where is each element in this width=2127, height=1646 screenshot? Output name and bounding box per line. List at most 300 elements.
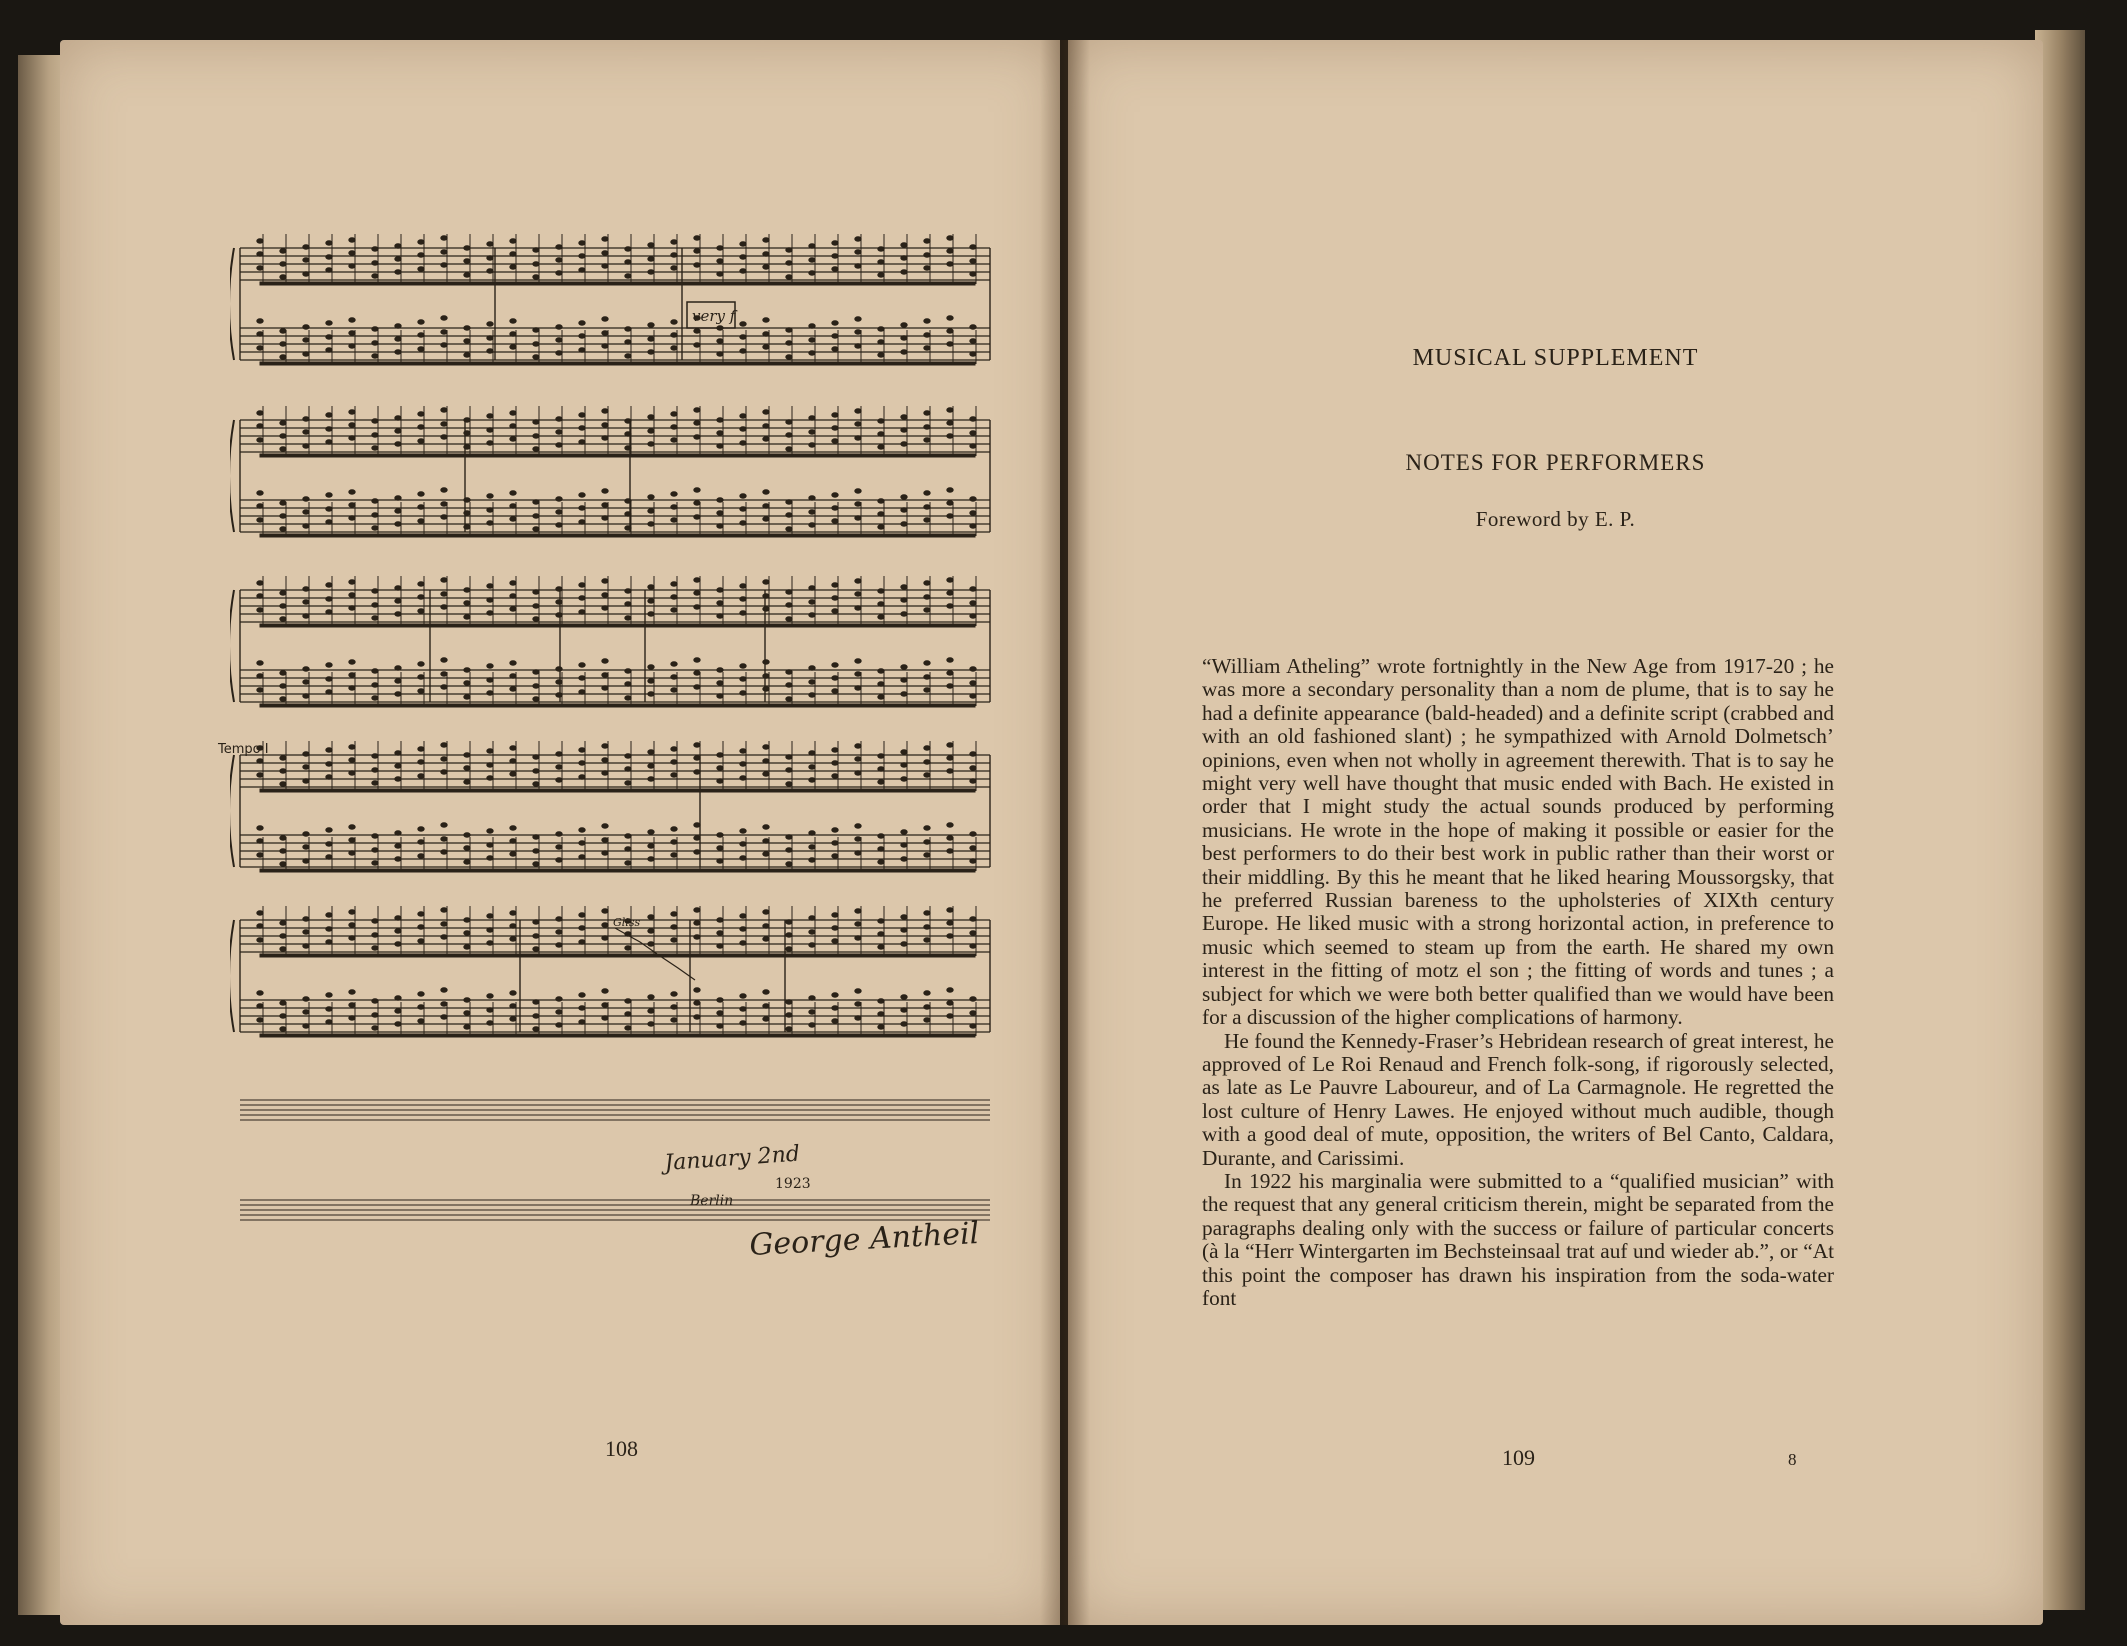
note-head: [257, 759, 263, 763]
note-head: [694, 249, 700, 253]
note-head: [878, 945, 884, 949]
note-head: [970, 587, 976, 591]
note-head: [257, 319, 263, 323]
note-beam: [260, 789, 975, 792]
note-head: [533, 755, 539, 759]
note-head: [441, 757, 447, 761]
note-head: [947, 591, 953, 595]
note-head: [556, 245, 562, 249]
note-head: [280, 434, 286, 438]
note-head: [924, 595, 930, 599]
note-head: [418, 505, 424, 509]
system-brace: [230, 920, 234, 1032]
note-head: [418, 492, 424, 496]
note-head: [556, 523, 562, 527]
note-head: [487, 611, 493, 615]
note-head: [441, 236, 447, 240]
note-head: [280, 421, 286, 425]
note-head: [487, 322, 493, 326]
note-head: [556, 845, 562, 849]
note-head: [717, 259, 723, 263]
note-head: [809, 351, 815, 355]
note-head: [855, 936, 861, 940]
note-head: [556, 325, 562, 329]
note-head: [901, 928, 907, 932]
note-head: [878, 919, 884, 923]
note-head: [740, 691, 746, 695]
note-head: [901, 777, 907, 781]
note-head: [855, 237, 861, 241]
note-head: [579, 334, 585, 338]
note-head: [694, 658, 700, 662]
note-head: [832, 493, 838, 497]
note-head: [970, 832, 976, 836]
note-head: [510, 504, 516, 508]
note-head: [418, 1005, 424, 1009]
note-head: [671, 320, 677, 324]
note-head: [648, 1009, 654, 1013]
note-head: [280, 604, 286, 608]
note-head: [878, 860, 884, 864]
note-head: [832, 241, 838, 245]
note-head: [878, 847, 884, 851]
note-head: [878, 353, 884, 357]
note-head: [602, 516, 608, 520]
note-head: [970, 944, 976, 948]
note-head: [487, 494, 493, 498]
note-head: [740, 914, 746, 918]
note-head: [602, 503, 608, 507]
note-head: [487, 749, 493, 753]
note-head: [326, 1007, 332, 1011]
note-head: [717, 511, 723, 515]
note-head: [694, 408, 700, 412]
note-head: [372, 946, 378, 950]
note-head: [533, 684, 539, 688]
note-head: [717, 444, 723, 448]
note-head: [878, 615, 884, 619]
note-head: [579, 676, 585, 680]
note-head: [487, 994, 493, 998]
note-head: [533, 248, 539, 252]
note-head: [947, 262, 953, 266]
note-head: [556, 765, 562, 769]
note-head: [763, 437, 769, 441]
note-head: [418, 939, 424, 943]
note-head: [326, 520, 332, 524]
paragraph: In 1922 his marginalia were submitted to a “qualified musician” with the request that any general criticism therein, might be separated from the paragraphs dealing only with the success or failure of particular concerts (à la “Herr Wintergarten im Bechsteinsaal trat auf und wieder ab.”, or “At this point the composer has drawn his inspiration from the soda-water font: [1202, 1168, 1834, 1310]
note-head: [280, 527, 286, 531]
note-head: [395, 522, 401, 526]
note-head: [855, 317, 861, 321]
note-head: [418, 675, 424, 679]
note-head: [533, 835, 539, 839]
note-head: [602, 838, 608, 842]
note-head: [372, 848, 378, 852]
note-head: [464, 259, 470, 263]
foreword-byline: Foreword by E. P.: [1475, 507, 1636, 531]
handwritten-date: January 2nd: [663, 1141, 801, 1176]
note-head: [740, 829, 746, 833]
note-head: [602, 423, 608, 427]
note-head: [947, 421, 953, 425]
note-head: [694, 823, 700, 827]
note-head: [671, 925, 677, 929]
note-head: [510, 687, 516, 691]
note-head: [280, 1027, 286, 1031]
note-head: [740, 927, 746, 931]
note-head: [855, 489, 861, 493]
note-head: [947, 823, 953, 827]
note-head: [418, 854, 424, 858]
note-head: [464, 588, 470, 592]
note-head: [487, 941, 493, 945]
note-head: [763, 910, 769, 914]
note-head: [441, 435, 447, 439]
note-head: [648, 915, 654, 919]
note-head: [556, 693, 562, 697]
note-head: [763, 332, 769, 336]
note-head: [855, 686, 861, 690]
note-head: [441, 850, 447, 854]
note-head: [625, 946, 631, 950]
note-head: [372, 999, 378, 1003]
note-head: [970, 667, 976, 671]
note-head: [303, 930, 309, 934]
page-number-left: 108: [605, 1436, 638, 1461]
note-head: [924, 1018, 930, 1022]
note-head: [855, 606, 861, 610]
note-head: [786, 697, 792, 701]
note-head: [947, 434, 953, 438]
note-head: [464, 681, 470, 685]
note-head: [303, 497, 309, 501]
note-head: [878, 767, 884, 771]
note-head: [648, 415, 654, 419]
note-head: [855, 672, 861, 676]
note-head: [740, 441, 746, 445]
note-head: [970, 524, 976, 528]
note-head: [464, 353, 470, 357]
note-head: [257, 518, 263, 522]
note-head: [694, 770, 700, 774]
note-head: [648, 750, 654, 754]
note-head: [372, 616, 378, 620]
note-head: [671, 253, 677, 257]
note-head: [924, 319, 930, 323]
note-head: [395, 509, 401, 513]
note-head: [694, 578, 700, 582]
note-head: [924, 346, 930, 350]
note-head: [579, 610, 585, 614]
note-head: [579, 268, 585, 272]
note-head: [372, 919, 378, 923]
note-head: [441, 250, 447, 254]
note-head: [786, 768, 792, 772]
note-head: [625, 526, 631, 530]
note-head: [579, 761, 585, 765]
note-head: [694, 935, 700, 939]
note-head: [349, 344, 355, 348]
note-head: [533, 934, 539, 938]
note-head: [533, 420, 539, 424]
note-head: [464, 945, 470, 949]
page-number-right: 109: [1502, 1445, 1535, 1470]
note-head: [510, 1004, 516, 1008]
note-head: [372, 754, 378, 758]
note-head: [533, 500, 539, 504]
note-head: [625, 260, 631, 264]
note-head: [786, 782, 792, 786]
note-head: [717, 668, 723, 672]
note-head: [947, 578, 953, 582]
note-head: [303, 524, 309, 528]
note-head: [510, 491, 516, 495]
note-head: [717, 1011, 723, 1015]
note-head: [694, 1001, 700, 1005]
note-head: [579, 321, 585, 325]
note-head: [671, 438, 677, 442]
note-head: [901, 495, 907, 499]
note-head: [579, 663, 585, 667]
system-brace: [230, 755, 234, 867]
note-head: [947, 671, 953, 675]
note-head: [740, 842, 746, 846]
note-head: [579, 748, 585, 752]
note-head: [326, 413, 332, 417]
note-head: [487, 914, 493, 918]
note-head: [970, 601, 976, 605]
note-head: [464, 695, 470, 699]
note-head: [901, 442, 907, 446]
note-head: [809, 666, 815, 670]
note-head: [832, 609, 838, 613]
note-head: [602, 851, 608, 855]
note-head: [510, 772, 516, 776]
note-head: [694, 435, 700, 439]
note-head: [441, 922, 447, 926]
note-head: [303, 944, 309, 948]
note-head: [671, 608, 677, 612]
note-head: [602, 489, 608, 493]
note-head: [717, 352, 723, 356]
note-head: [303, 338, 309, 342]
note-head: [878, 682, 884, 686]
note-head: [740, 597, 746, 601]
note-head: [579, 690, 585, 694]
note-head: [418, 609, 424, 613]
note-head: [418, 760, 424, 764]
note-head: [487, 856, 493, 860]
note-head: [257, 332, 263, 336]
note-head: [763, 990, 769, 994]
note-head: [855, 502, 861, 506]
note-head: [671, 662, 677, 666]
note-head: [970, 245, 976, 249]
note-head: [786, 447, 792, 451]
note-head: [740, 611, 746, 615]
note-head: [694, 908, 700, 912]
note-head: [349, 825, 355, 829]
note-head: [280, 342, 286, 346]
note-head: [372, 589, 378, 593]
note-head: [763, 594, 769, 598]
note-head: [441, 672, 447, 676]
note-head: [648, 777, 654, 781]
note-head: [349, 660, 355, 664]
note-head: [740, 507, 746, 511]
note-head: [510, 437, 516, 441]
note-head: [694, 850, 700, 854]
note-head: [740, 269, 746, 273]
note-head: [533, 1027, 539, 1031]
note-head: [326, 493, 332, 497]
note-head: [832, 413, 838, 417]
note-head: [625, 247, 631, 251]
note-head: [625, 340, 631, 344]
note-head: [349, 264, 355, 268]
note-head: [855, 757, 861, 761]
note-head: [901, 336, 907, 340]
note-head: [602, 237, 608, 241]
note-head: [257, 924, 263, 928]
note-head: [464, 780, 470, 784]
note-head: [694, 421, 700, 425]
note-head: [464, 1011, 470, 1015]
note-head: [901, 692, 907, 696]
note-head: [855, 436, 861, 440]
note-head: [763, 759, 769, 763]
note-head: [901, 665, 907, 669]
note-head: [349, 606, 355, 610]
note-head: [832, 334, 838, 338]
note-head: [717, 753, 723, 757]
note-head: [372, 696, 378, 700]
note-beam: [260, 704, 975, 707]
note-head: [280, 329, 286, 333]
note-head: [418, 689, 424, 693]
note-head: [855, 422, 861, 426]
note-head: [786, 603, 792, 607]
note-head: [924, 491, 930, 495]
note-head: [763, 839, 769, 843]
note-head: [303, 417, 309, 421]
note-head: [786, 433, 792, 437]
note-head: [441, 823, 447, 827]
note-head: [648, 929, 654, 933]
note-head: [372, 419, 378, 423]
note-head: [349, 686, 355, 690]
note-head: [924, 826, 930, 830]
note-head: [533, 275, 539, 279]
note-head: [786, 848, 792, 852]
note-head: [510, 937, 516, 941]
note-head: [717, 246, 723, 250]
note-head: [901, 612, 907, 616]
note-head: [694, 591, 700, 595]
note-head: [303, 1010, 309, 1014]
note-head: [901, 598, 907, 602]
note-head: [395, 929, 401, 933]
note-head: [487, 521, 493, 525]
note-head: [809, 778, 815, 782]
note-head: [832, 519, 838, 523]
note-head: [947, 342, 953, 346]
note-head: [349, 331, 355, 335]
note-head: [901, 995, 907, 999]
note-head: [786, 933, 792, 937]
note-head: [740, 521, 746, 525]
note-head: [395, 416, 401, 420]
note-head: [349, 673, 355, 677]
note-head: [763, 1004, 769, 1008]
note-head: [556, 1010, 562, 1014]
note-head: [671, 492, 677, 496]
note-head: [717, 339, 723, 343]
note-head: [326, 583, 332, 587]
note-head: [763, 517, 769, 521]
note-head: [648, 857, 654, 861]
note-head: [510, 581, 516, 585]
note-head: [648, 665, 654, 669]
note-head: [786, 527, 792, 531]
note-head: [809, 1023, 815, 1027]
note-head: [349, 1016, 355, 1020]
note-head: [533, 434, 539, 438]
note-head: [395, 612, 401, 616]
note-head: [556, 497, 562, 501]
note-head: [349, 758, 355, 762]
note-head: [947, 921, 953, 925]
note-head: [326, 940, 332, 944]
note-head: [970, 339, 976, 343]
note-head: [625, 696, 631, 700]
note-head: [395, 429, 401, 433]
note-head: [809, 930, 815, 934]
note-head: [970, 859, 976, 863]
note-head: [717, 859, 723, 863]
page-title: MUSICAL SUPPLEMENT: [1412, 345, 1699, 371]
note-head: [901, 915, 907, 919]
note-head: [901, 508, 907, 512]
note-head: [556, 680, 562, 684]
note-head: [809, 443, 815, 447]
note-head: [464, 931, 470, 935]
note-head: [763, 265, 769, 269]
note-head: [602, 251, 608, 255]
note-beam: [260, 362, 975, 365]
note-head: [257, 252, 263, 256]
note-head: [809, 943, 815, 947]
note-head: [441, 592, 447, 596]
note-head: [487, 776, 493, 780]
note-head: [947, 514, 953, 518]
tempo-marking: Tempo I: [218, 742, 269, 757]
note-beam: [260, 1034, 975, 1037]
note-head: [372, 261, 378, 265]
note-head: [395, 831, 401, 835]
note-head: [418, 774, 424, 778]
note-head: [878, 525, 884, 529]
note-head: [786, 420, 792, 424]
note-head: [671, 853, 677, 857]
note-head: [878, 589, 884, 593]
note-head: [671, 688, 677, 692]
score-svg: [230, 220, 1000, 1280]
note-head: [924, 425, 930, 429]
note-head: [257, 1018, 263, 1022]
note-head: [418, 333, 424, 337]
